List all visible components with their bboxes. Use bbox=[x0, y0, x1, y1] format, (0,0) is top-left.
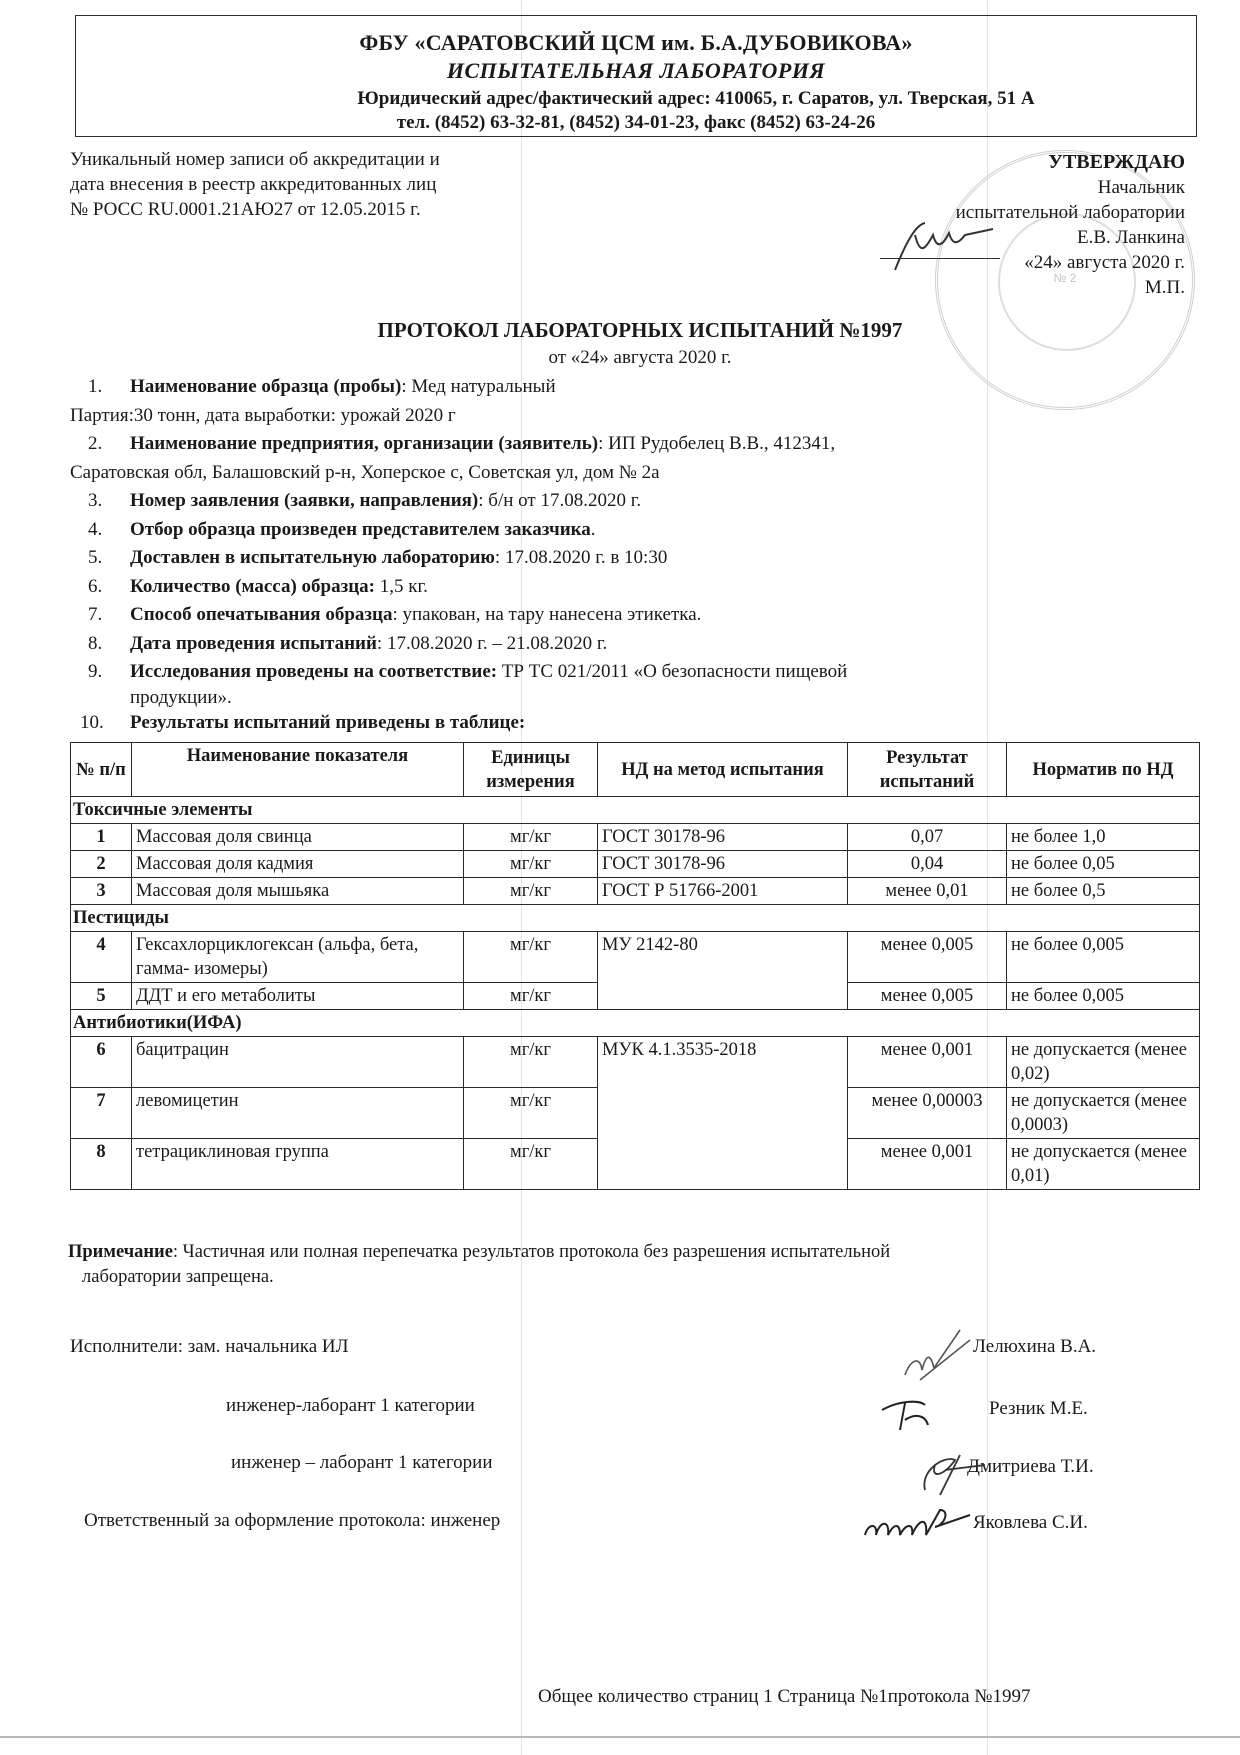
cell-norm: не более 0,5 bbox=[1007, 878, 1200, 905]
item-continuation: продукции». bbox=[130, 686, 232, 708]
table-group-row bbox=[71, 1010, 1200, 1037]
list-item bbox=[88, 544, 1188, 573]
cell-name: бацитрацин bbox=[132, 1037, 464, 1088]
item-sep: : bbox=[478, 490, 489, 511]
item-number: 8. bbox=[88, 632, 103, 654]
item-label: Наименование образца (пробы) bbox=[130, 376, 402, 397]
responsible-label: Ответственный за оформление протокола: инженер bbox=[84, 1510, 501, 1531]
cell-method: ГОСТ Р 51766-2001 bbox=[598, 878, 848, 905]
item-number: 6. bbox=[88, 575, 103, 597]
cell-name: тетрациклиновая группа bbox=[132, 1139, 464, 1190]
cell-name: левомицетин bbox=[132, 1088, 464, 1139]
col-header-method: НД на метод испытания bbox=[598, 743, 848, 797]
group-title: Антибиотики(ИФА) bbox=[71, 1010, 1200, 1037]
col-header-result: Результат испытаний bbox=[848, 743, 1007, 797]
approval-title: УТВЕРЖДАЮ bbox=[1048, 151, 1185, 173]
cell-result: 0,04 bbox=[848, 851, 1007, 878]
table-header-row bbox=[71, 743, 1200, 797]
cell-result: менее 0,01 bbox=[848, 878, 1007, 905]
cell-method: МУ 2142-80 bbox=[598, 932, 848, 1010]
cell-norm: не более 0,005 bbox=[1007, 983, 1200, 1010]
item-number: 5. bbox=[88, 547, 103, 568]
signature-dmitrieva-icon bbox=[915, 1450, 995, 1500]
executor-role: инженер-лаборант 1 категории bbox=[226, 1395, 475, 1416]
item-value: ИП Рудобелец В.В., 412341, bbox=[608, 433, 836, 454]
cell-unit: мг/кг bbox=[464, 1037, 598, 1088]
accreditation-number: № РОСС RU.0001.21АЮ27 от 12.05.2015 г. bbox=[70, 199, 421, 220]
cell-num: 1 bbox=[71, 824, 132, 851]
cell-unit: мг/кг bbox=[464, 824, 598, 851]
approver-signature-icon bbox=[885, 215, 995, 275]
item-sep: : bbox=[401, 376, 412, 397]
item-number: 2. bbox=[88, 433, 103, 454]
cell-norm: не допускается (менее 0,01) bbox=[1007, 1139, 1200, 1190]
list-item bbox=[88, 487, 1188, 516]
note-label: Примечание bbox=[68, 1242, 173, 1262]
col-header-name: Наименование показателя bbox=[132, 743, 464, 797]
cell-num: 5 bbox=[71, 983, 132, 1010]
item-sep: : bbox=[392, 604, 403, 625]
item-label: Количество (масса) образца: bbox=[130, 575, 376, 597]
letterhead-box bbox=[75, 15, 1197, 137]
approver-name: Е.В. Ланкина bbox=[1076, 227, 1185, 248]
item-label: Наименование предприятия, организации (заявитель) bbox=[130, 433, 599, 454]
executors-label: Исполнители: зам. начальника ИЛ bbox=[70, 1336, 349, 1357]
item-label: Результаты испытаний приведены в таблице: bbox=[130, 711, 526, 733]
bottom-divider bbox=[0, 1736, 1240, 1738]
item-value: б/н от 17.08.2020 г. bbox=[488, 490, 642, 511]
item-continuation: Саратовская обл, Балашовский р-н, Хоперское с, Советская ул, дом № 2а bbox=[70, 461, 660, 483]
item-sep: : bbox=[598, 433, 609, 454]
lab-name: ИСПЫТАТЕЛЬНАЯ ЛАБОРАТОРИЯ bbox=[446, 58, 826, 83]
cell-name: Массовая доля свинца bbox=[132, 824, 464, 851]
col-header-num: № п/п bbox=[71, 743, 132, 797]
item-value: упакован, на тару нанесена этикетка. bbox=[402, 604, 702, 625]
item-value: Мед натуральный bbox=[411, 376, 556, 397]
note-text: лаборатории запрещена. bbox=[82, 1267, 274, 1287]
results-table bbox=[70, 742, 1200, 1190]
list-item bbox=[88, 658, 1188, 687]
accreditation-line: дата внесения в реестр аккредитованных лиц bbox=[70, 174, 437, 195]
list-item bbox=[88, 430, 1188, 459]
item-number: 10. bbox=[80, 711, 104, 733]
cell-unit: мг/кг bbox=[464, 983, 598, 1010]
executor-name: Яковлева С.И. bbox=[973, 1512, 1088, 1533]
cell-name: Массовая доля мышьяка bbox=[132, 878, 464, 905]
org-phones: тел. (8452) 63-32-81, (8452) 34-01-23, факс (8452) 63-24-26 bbox=[396, 112, 876, 133]
cell-name: Гексахлорциклогексан (альфа, бета, гамма- изомеры) bbox=[132, 932, 464, 983]
protocol-title: ПРОТОКОЛ ЛАБОРАТОРНЫХ ИСПЫТАНИЙ №1997 bbox=[377, 318, 903, 342]
signature-yakovleva-icon bbox=[860, 1505, 980, 1550]
item-label: Способ опечатывания образца bbox=[130, 604, 393, 625]
item-sep: : bbox=[494, 547, 505, 568]
group-title: Пестициды bbox=[71, 905, 1200, 932]
executor-name: Лелюхина В.А. bbox=[973, 1336, 1097, 1357]
signature-reznik-icon bbox=[880, 1395, 950, 1435]
table-row bbox=[71, 851, 1200, 878]
item-value: . bbox=[590, 518, 596, 540]
list-item bbox=[88, 630, 1188, 659]
seal-label: М.П. bbox=[1144, 277, 1185, 298]
executor-name: Дмитриева Т.И. bbox=[967, 1456, 1094, 1477]
note-text: : Частичная или полная перепечатка результатов протокола без разрешения испытательной bbox=[172, 1242, 891, 1262]
item-continuation: Партия:30 тонн, дата выработки: урожай 2020 г bbox=[70, 404, 456, 426]
cell-norm: не более 1,0 bbox=[1007, 824, 1200, 851]
cell-num: 2 bbox=[71, 851, 132, 878]
signature-lelyukhina-icon bbox=[900, 1330, 980, 1390]
table-group-row bbox=[71, 797, 1200, 824]
stamp-number: № 2 bbox=[1053, 271, 1077, 285]
cell-result: менее 0,001 bbox=[848, 1139, 1007, 1190]
item-number: 3. bbox=[88, 490, 103, 511]
cell-method: ГОСТ 30178-96 bbox=[598, 851, 848, 878]
cell-name: Массовая доля кадмия bbox=[132, 851, 464, 878]
item-number: 9. bbox=[88, 661, 103, 682]
item-number: 7. bbox=[88, 604, 103, 625]
table-row bbox=[71, 1037, 1200, 1088]
cell-num: 6 bbox=[71, 1037, 132, 1088]
cell-norm: не допускается (менее 0,0003) bbox=[1007, 1088, 1200, 1139]
item-label: Дата проведения испытаний bbox=[130, 632, 377, 654]
note-block bbox=[68, 1240, 1168, 1290]
item-sep: : bbox=[376, 632, 387, 654]
cell-unit: мг/кг bbox=[464, 1088, 598, 1139]
protocol-date: от «24» августа 2020 г. bbox=[548, 347, 732, 368]
cell-norm: не более 0,05 bbox=[1007, 851, 1200, 878]
group-title: Токсичные элементы bbox=[71, 797, 1200, 824]
col-header-unit: Единицы измерения bbox=[464, 743, 598, 797]
cell-unit: мг/кг bbox=[464, 878, 598, 905]
item-value: ТР ТС 021/2011 «О безопасности пищевой bbox=[501, 661, 848, 682]
cell-name: ДДТ и его метаболиты bbox=[132, 983, 464, 1010]
item-label: Доставлен в испытательную лабораторию bbox=[130, 547, 495, 568]
cell-num: 7 bbox=[71, 1088, 132, 1139]
list-item bbox=[88, 373, 1188, 402]
executor-name: Резник М.Е. bbox=[989, 1398, 1088, 1419]
list-item bbox=[88, 573, 1188, 602]
accreditation-line: Уникальный номер записи об аккредитации и bbox=[70, 149, 440, 170]
table-group-row bbox=[71, 905, 1200, 932]
item-value: 1,5 кг. bbox=[379, 575, 428, 597]
cell-method: ГОСТ 30178-96 bbox=[598, 824, 848, 851]
table-row bbox=[71, 932, 1200, 983]
page-footer: Общее количество страниц 1 Страница №1протокола №1997 bbox=[538, 1686, 1031, 1707]
cell-num: 3 bbox=[71, 878, 132, 905]
cell-method: МУК 4.1.3535-2018 bbox=[598, 1037, 848, 1190]
approval-date: «24» августа 2020 г. bbox=[1024, 252, 1185, 273]
executor-role: инженер – лаборант 1 категории bbox=[231, 1452, 493, 1473]
cell-norm: не более 0,005 bbox=[1007, 932, 1200, 983]
item-label: Отбор образца произведен представителем заказчика bbox=[130, 518, 591, 540]
item-number: 1. bbox=[88, 376, 103, 397]
col-header-norm: Норматив по НД bbox=[1007, 743, 1200, 797]
item-value: 17.08.2020 г. в 10:30 bbox=[504, 547, 668, 568]
org-address: Юридический адрес/фактический адрес: 410065, г. Саратов, ул. Тверская, 51 А bbox=[357, 88, 1035, 109]
approver-position: Начальник bbox=[1097, 177, 1185, 198]
list-item bbox=[88, 601, 1188, 630]
item-value: 17.08.2020 г. – 21.08.2020 г. bbox=[386, 632, 608, 654]
cell-unit: мг/кг bbox=[464, 851, 598, 878]
approver-position: испытательной лаборатории bbox=[955, 202, 1185, 223]
cell-num: 8 bbox=[71, 1139, 132, 1190]
list-item bbox=[88, 516, 1188, 545]
cell-result: менее 0,001 bbox=[848, 1037, 1007, 1088]
cell-num: 4 bbox=[71, 932, 132, 983]
cell-result: менее 0,00003 bbox=[848, 1088, 1007, 1139]
item-label: Исследования проведены на соответствие: bbox=[130, 661, 498, 682]
sample-info-list bbox=[70, 373, 1188, 737]
table-row bbox=[71, 878, 1200, 905]
item-number: 4. bbox=[88, 518, 103, 540]
org-name: ФБУ «САРАТОВСКИЙ ЦСМ им. Б.А.ДУБОВИКОВА» bbox=[359, 30, 913, 55]
cell-result: менее 0,005 bbox=[848, 932, 1007, 983]
table-row bbox=[71, 824, 1200, 851]
cell-unit: мг/кг bbox=[464, 1139, 598, 1190]
cell-result: 0,07 bbox=[848, 824, 1007, 851]
approval-block bbox=[825, 150, 1185, 300]
item-label: Номер заявления (заявки, направления) bbox=[130, 490, 479, 511]
cell-norm: не допускается (менее 0,02) bbox=[1007, 1037, 1200, 1088]
list-item bbox=[80, 709, 1188, 738]
accreditation-block bbox=[70, 147, 630, 222]
cell-result: менее 0,005 bbox=[848, 983, 1007, 1010]
cell-unit: мг/кг bbox=[464, 932, 598, 983]
